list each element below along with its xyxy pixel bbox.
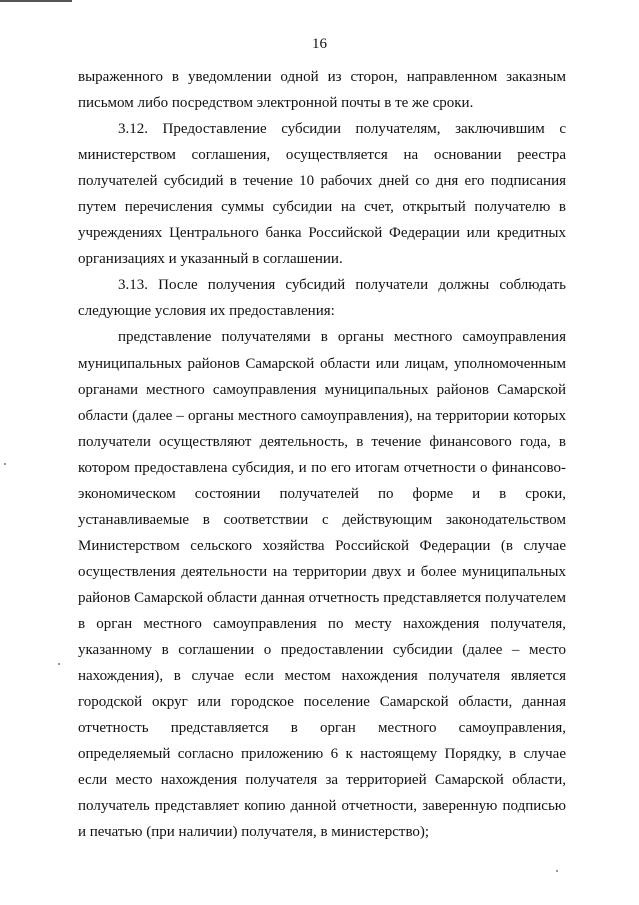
paragraph-4-line: получатель представляет копию данной отчетности, заверенную подписью <box>78 798 566 815</box>
paragraph-4-line: представление получателями в органы местного самоуправления <box>118 329 566 346</box>
paragraph-2-line: министерством соглашения, осуществляется на основании реестра <box>78 147 566 164</box>
paragraph-3-line: следующие условия их предоставления: <box>78 303 335 320</box>
scan-speck <box>4 463 6 465</box>
paragraph-2-line: получателей субсидий в течение 10 рабочих дней со дня его подписания <box>78 173 566 190</box>
scan-speck <box>58 663 60 665</box>
paragraph-2-line: организациях и указанный в соглашении. <box>78 251 343 268</box>
paragraph-4-line: получатели осуществляют деятельность, в течение финансового года, в <box>78 433 566 450</box>
paragraph-4-line: районов Самарской области данная отчетность представляется получателем <box>78 589 566 606</box>
paragraph-4-line: нахождения), в случае если местом нахождения получателя является <box>78 668 566 685</box>
scan-speck <box>556 870 558 872</box>
paragraph-4-line: экономическом состоянии получателей по форме и в сроки, <box>78 485 566 502</box>
paragraph-2-line: 3.12. Предоставление субсидии получателям, заключившим с <box>118 121 566 138</box>
paragraph-2-line: учреждениях Центрального банка Российской Федерации или кредитных <box>78 225 566 242</box>
paragraph-4-line: Министерством сельского хозяйства Российской Федерации (в случае <box>78 537 566 554</box>
paragraph-4-line: области (далее – органы местного самоуправления), на территории которых <box>78 407 566 424</box>
paragraph-4-line: если место нахождения получателя за территорией Самарской области, <box>78 772 566 789</box>
paragraph-4-line: городской округ или городское поселение Самарской области, данная <box>78 694 566 711</box>
paragraph-4-line: отчетность представляется в орган местного самоуправления, <box>78 720 566 737</box>
document-body <box>78 64 566 845</box>
paragraph-4-line: органами местного самоуправления муниципальных районов Самарской <box>78 381 566 398</box>
paragraph-4-line: в орган местного самоуправления по месту нахождения получателя, <box>78 615 566 632</box>
page-number: 16 <box>312 36 327 52</box>
paragraph-4-line: котором предоставлена субсидия, и по его итогам отчетности о финансово- <box>78 459 566 476</box>
paragraph-3-line: 3.13. После получения субсидий получатели должны соблюдать <box>118 277 566 294</box>
paragraph-4-line: осуществления деятельности на территории двух и более муниципальных <box>78 563 566 580</box>
paragraph-4-line: указанному в соглашении о предоставлении субсидии (далее – место <box>78 642 566 659</box>
paragraph-4-line: и печатью (при наличии) получателя, в министерство); <box>78 824 430 841</box>
paragraph-1-line: письмом либо посредством электронной почты в те же сроки. <box>78 95 474 112</box>
paragraph-4-line: муниципальных районов Самарской области или лицам, уполномоченным <box>78 355 566 372</box>
paragraph-4-line: устанавливаемые в соответствии с действующим законодательством <box>78 511 566 528</box>
scan-edge-mark <box>0 0 72 2</box>
paragraph-2-line: путем перечисления суммы субсидии на счет, открытый получателю в <box>78 199 566 216</box>
paragraph-4-line: определяемый согласно приложению 6 к настоящему Порядку, в случае <box>78 746 566 763</box>
paragraph-1-line: выраженного в уведомлении одной из сторон, направленном заказным <box>78 69 566 85</box>
